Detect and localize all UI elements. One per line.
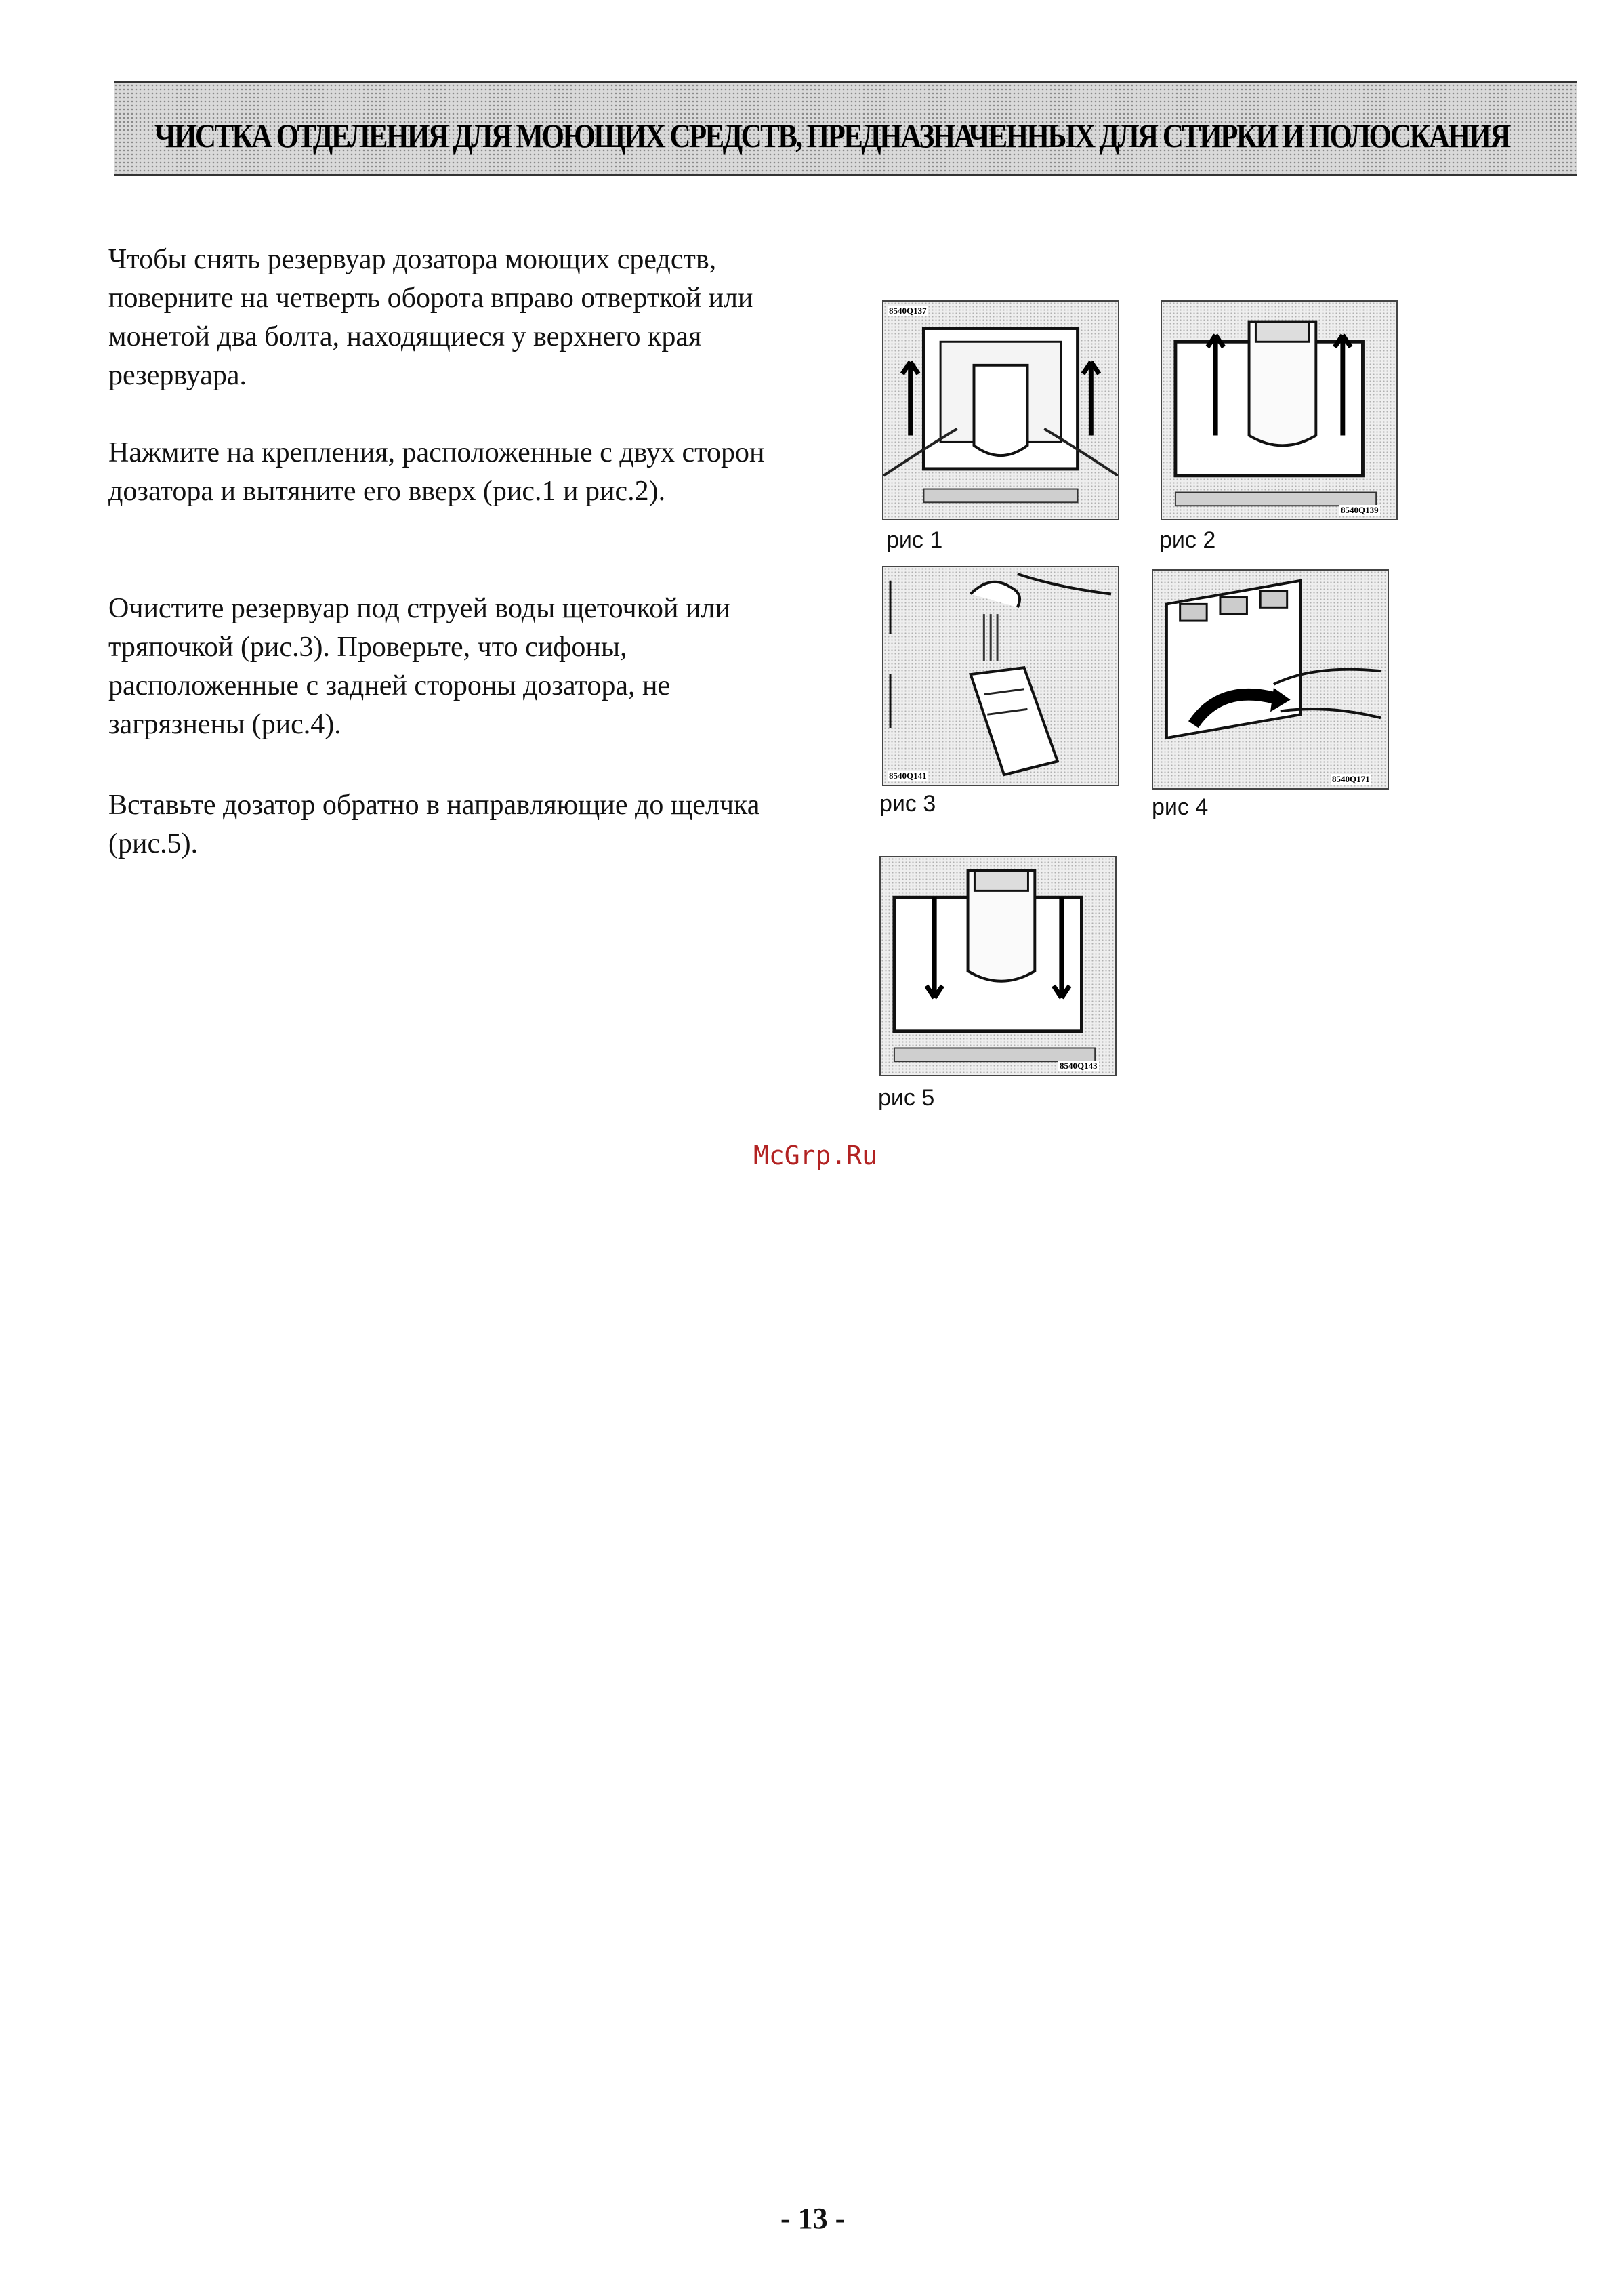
page-number: - 13 - — [780, 2202, 846, 2235]
figure-1-code: 8540Q137 — [889, 306, 927, 316]
figure-3-caption: рис 3 — [879, 791, 936, 817]
figure-3-illustration — [882, 566, 1119, 786]
dispenser-lift-drawing — [883, 302, 1118, 519]
paragraph-reinsert-dispenser: Вставьте дозатор обратно в направляющие до щелчка (рис.5). — [108, 790, 760, 859]
figure-1-caption: рис 1 — [886, 527, 943, 553]
figure-5-illustration — [879, 856, 1117, 1076]
figure-4-caption: рис 4 — [1152, 794, 1209, 820]
paragraph-press-latches: Нажмите на крепления, расположенные с двух сторон дозатора и вытяните его вверх (рис.1 и рис.2). — [108, 437, 765, 507]
dispenser-pull-up-drawing — [1162, 302, 1396, 519]
siphon-check-drawing — [1153, 571, 1388, 788]
dispenser-insert-drawing — [881, 857, 1115, 1075]
paragraph-remove-dispenser: Чтобы снять резервуар дозатора моющих средств, поверните на четверть оборота вправо отверткой или монетой два болта, находящиеся у верхнего края резервуара. — [108, 244, 753, 391]
figure-3-code: 8540Q141 — [889, 771, 927, 781]
dispenser-rinse-drawing — [883, 567, 1118, 785]
section-header-banner — [114, 81, 1577, 176]
paragraph-clean-dispenser: Очистите резервуар под струей воды щеточкой или тряпочкой (рис.3). Проверьте, что сифоны, расположенные с задней стороны дозатора, не загрязнены (рис.4). — [108, 593, 730, 740]
figure-5-code: 8540Q143 — [1060, 1061, 1098, 1071]
figure-4-illustration — [1152, 569, 1389, 790]
figure-1-illustration — [882, 300, 1119, 520]
figure-2-illustration — [1161, 300, 1398, 520]
figure-5-caption: рис 5 — [878, 1085, 935, 1111]
section-title: ЧИСТКА ОТДЕЛЕНИЯ ДЛЯ МОЮЩИХ СРЕДСТВ, ПРЕДНАЗНАЧЕННЫХ ДЛЯ СТИРКИ И ПОЛОСКАНИЯ — [154, 117, 1510, 155]
figure-4-code: 8540Q171 — [1332, 774, 1370, 784]
figure-2-code: 8540Q139 — [1341, 505, 1379, 515]
watermark-link[interactable]: McGrp.Ru — [753, 1141, 878, 1170]
figure-2-caption: рис 2 — [1159, 527, 1216, 553]
